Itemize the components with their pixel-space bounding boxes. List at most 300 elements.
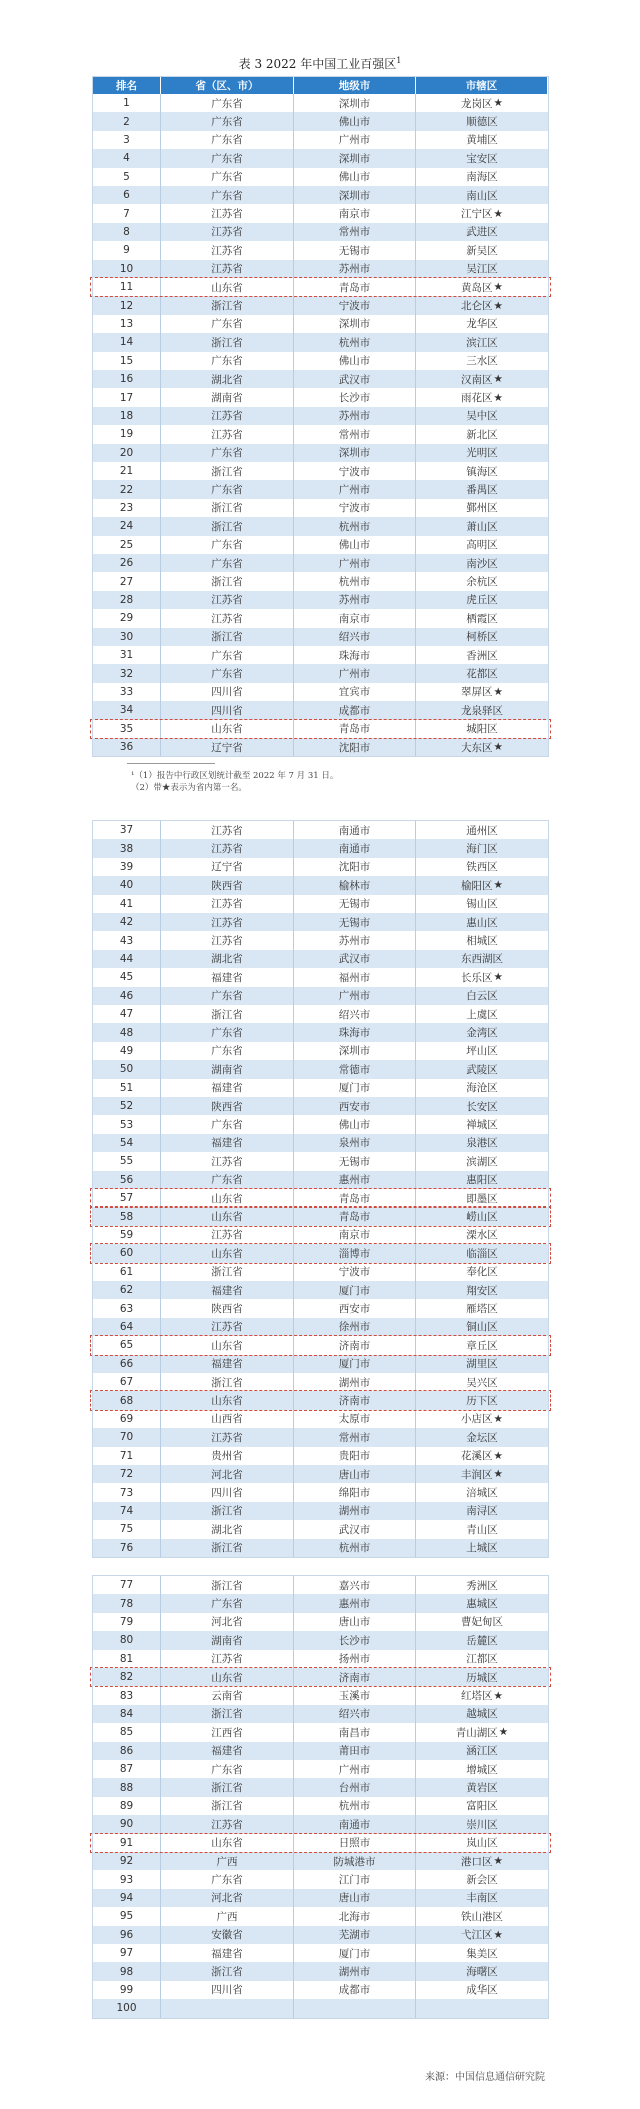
province-cell: 广东省 xyxy=(161,1594,294,1612)
table-row xyxy=(93,223,548,241)
table-row xyxy=(93,738,548,756)
rank-cell: 91 xyxy=(93,1834,161,1852)
province-cell: 江苏省 xyxy=(161,1152,294,1170)
district-cell xyxy=(416,425,548,443)
table-row xyxy=(93,1650,548,1668)
district-cell xyxy=(416,1889,548,1907)
rank-cell: 65 xyxy=(93,1336,161,1354)
province-cell: 广东省 xyxy=(161,94,294,112)
province-cell: 浙江省 xyxy=(161,1778,294,1796)
district-cell xyxy=(416,1705,548,1723)
district-name: 黄岛区 xyxy=(461,281,493,294)
district-cell xyxy=(416,1815,548,1833)
table-row xyxy=(93,876,548,894)
city-cell: 绍兴市 xyxy=(294,1005,416,1023)
star-icon: ★ xyxy=(493,373,503,386)
rank-cell: 50 xyxy=(93,1060,161,1078)
table-row xyxy=(93,260,548,278)
district-name: 海门区 xyxy=(466,843,498,856)
table-row xyxy=(93,1355,548,1373)
city-cell: 佛山市 xyxy=(294,1115,416,1133)
table-row xyxy=(93,895,548,913)
table-row xyxy=(93,821,548,839)
city-cell: 北海市 xyxy=(294,1907,416,1925)
rank-cell: 15 xyxy=(93,352,161,370)
province-cell: 辽宁省 xyxy=(161,738,294,756)
district-name: 丰润区 xyxy=(461,1468,493,1481)
district-cell xyxy=(416,480,548,498)
district-name: 雨花区 xyxy=(461,392,493,405)
district-name: 雁塔区 xyxy=(466,1303,498,1316)
province-cell: 山东省 xyxy=(161,1189,294,1207)
district-cell xyxy=(416,931,548,949)
district-cell xyxy=(416,1042,548,1060)
city-cell: 日照市 xyxy=(294,1834,416,1852)
city-cell: 唐山市 xyxy=(294,1613,416,1631)
city-cell: 南通市 xyxy=(294,1815,416,1833)
city-cell: 长沙市 xyxy=(294,1631,416,1649)
rank-cell: 32 xyxy=(93,664,161,682)
district-name: 曹妃甸区 xyxy=(461,1616,503,1629)
rank-cell: 33 xyxy=(93,683,161,701)
table-row xyxy=(93,1391,548,1409)
rank-cell: 21 xyxy=(93,462,161,480)
rank-cell: 47 xyxy=(93,1005,161,1023)
district-name: 富阳区 xyxy=(466,1800,498,1813)
district-cell xyxy=(416,1244,548,1262)
district-cell xyxy=(416,821,548,839)
district-name: 新会区 xyxy=(466,1874,498,1887)
province-cell: 广东省 xyxy=(161,1115,294,1133)
province-cell: 福建省 xyxy=(161,1355,294,1373)
table-row xyxy=(93,1318,548,1336)
district-name: 东西湖区 xyxy=(461,953,503,966)
rank-cell: 79 xyxy=(93,1613,161,1631)
city-cell: 贵阳市 xyxy=(294,1447,416,1465)
table-row xyxy=(93,1520,548,1538)
city-cell: 佛山市 xyxy=(294,352,416,370)
province-cell: 浙江省 xyxy=(161,1576,294,1594)
column-header: 地级市 xyxy=(294,77,416,94)
table-row xyxy=(93,1889,548,1907)
city-cell: 厦门市 xyxy=(294,1944,416,1962)
province-cell: 江苏省 xyxy=(161,839,294,857)
city-cell: 深圳市 xyxy=(294,1042,416,1060)
province-cell: 江苏省 xyxy=(161,821,294,839)
city-cell: 武汉市 xyxy=(294,950,416,968)
province-cell: 浙江省 xyxy=(161,499,294,517)
province-cell: 湖北省 xyxy=(161,370,294,388)
province-cell: 浙江省 xyxy=(161,462,294,480)
table-row xyxy=(93,1115,548,1133)
city-cell: 宁波市 xyxy=(294,462,416,480)
rank-cell: 89 xyxy=(93,1797,161,1815)
city-cell: 宜宾市 xyxy=(294,683,416,701)
table-row xyxy=(93,554,548,572)
rank-cell: 94 xyxy=(93,1889,161,1907)
district-cell xyxy=(416,241,548,259)
district-cell xyxy=(416,1926,548,1944)
table-row xyxy=(93,1907,548,1925)
rank-cell: 48 xyxy=(93,1023,161,1041)
province-cell: 广东省 xyxy=(161,168,294,186)
district-cell xyxy=(416,1594,548,1612)
city-cell: 常德市 xyxy=(294,1060,416,1078)
table-row xyxy=(93,517,548,535)
city-cell: 青岛市 xyxy=(294,1189,416,1207)
star-icon: ★ xyxy=(493,97,503,110)
rank-cell: 88 xyxy=(93,1778,161,1796)
rank-cell: 40 xyxy=(93,876,161,894)
district-cell xyxy=(416,913,548,931)
rank-cell: 63 xyxy=(93,1299,161,1317)
district-name: 武进区 xyxy=(466,226,498,239)
city-cell: 南京市 xyxy=(294,609,416,627)
city-cell: 台州市 xyxy=(294,1778,416,1796)
star-icon: ★ xyxy=(493,1449,503,1462)
district-cell xyxy=(416,1355,548,1373)
star-icon: ★ xyxy=(493,299,503,312)
district-cell xyxy=(416,1079,548,1097)
province-cell: 广东省 xyxy=(161,352,294,370)
rank-cell: 87 xyxy=(93,1760,161,1778)
province-cell: 陕西省 xyxy=(161,876,294,894)
city-cell: 深圳市 xyxy=(294,149,416,167)
table-row xyxy=(93,1281,548,1299)
table-title xyxy=(0,54,640,71)
city-cell: 广州市 xyxy=(294,131,416,149)
district-cell xyxy=(416,1410,548,1428)
rank-cell: 92 xyxy=(93,1852,161,1870)
city-cell: 苏州市 xyxy=(294,591,416,609)
city-cell: 嘉兴市 xyxy=(294,1576,416,1594)
district-cell xyxy=(416,1428,548,1446)
city-cell: 玉溪市 xyxy=(294,1686,416,1704)
table-row xyxy=(93,1483,548,1501)
district-cell xyxy=(416,1907,548,1925)
table-row xyxy=(93,1373,548,1391)
district-name: 光明区 xyxy=(466,447,498,460)
table-row xyxy=(93,1410,548,1428)
district-name: 涵江区 xyxy=(466,1745,498,1758)
city-cell: 常州市 xyxy=(294,1428,416,1446)
table-row xyxy=(93,1815,548,1833)
district-cell xyxy=(416,858,548,876)
table-row xyxy=(93,931,548,949)
table-row xyxy=(93,1834,548,1852)
city-cell: 佛山市 xyxy=(294,112,416,130)
rank-cell: 68 xyxy=(93,1391,161,1409)
table-row xyxy=(93,1594,548,1612)
table-row xyxy=(93,444,548,462)
city-cell: 深圳市 xyxy=(294,94,416,112)
province-cell: 湖南省 xyxy=(161,388,294,406)
district-name: 章丘区 xyxy=(466,1339,498,1352)
table-row xyxy=(93,1705,548,1723)
city-cell: 无锡市 xyxy=(294,241,416,259)
province-cell: 四川省 xyxy=(161,701,294,719)
district-cell xyxy=(416,444,548,462)
district-cell xyxy=(416,1207,548,1225)
city-cell: 长沙市 xyxy=(294,388,416,406)
source-note: 来源：中国信息通信研究院 xyxy=(425,2072,545,2083)
province-cell: 山东省 xyxy=(161,720,294,738)
district-name: 泉港区 xyxy=(466,1137,498,1150)
district-name: 鄞州区 xyxy=(466,502,498,515)
district-cell xyxy=(416,1778,548,1796)
star-icon: ★ xyxy=(493,1855,503,1868)
district-cell xyxy=(416,1852,548,1870)
district-name: 弋江区 xyxy=(461,1929,493,1942)
table-row xyxy=(93,388,548,406)
district-cell xyxy=(416,260,548,278)
district-name: 青山区 xyxy=(466,1523,498,1536)
rank-cell: 16 xyxy=(93,370,161,388)
rank-cell: 8 xyxy=(93,223,161,241)
district-name: 湖里区 xyxy=(466,1358,498,1371)
province-cell: 浙江省 xyxy=(161,1539,294,1557)
footnote-1: ¹（1）报告中行政区划统计截至 2022 年 7 月 31 日。 xyxy=(131,771,339,781)
city-cell: 苏州市 xyxy=(294,260,416,278)
province-cell: 浙江省 xyxy=(161,572,294,590)
district-cell xyxy=(416,204,548,222)
rank-cell: 64 xyxy=(93,1318,161,1336)
rank-cell: 45 xyxy=(93,968,161,986)
province-cell: 河北省 xyxy=(161,1613,294,1631)
rank-cell: 76 xyxy=(93,1539,161,1557)
district-name: 海沧区 xyxy=(466,1082,498,1095)
province-cell: 陕西省 xyxy=(161,1299,294,1317)
rank-cell: 1 xyxy=(93,94,161,112)
table-row xyxy=(93,296,548,314)
city-cell: 江门市 xyxy=(294,1870,416,1888)
rank-cell: 82 xyxy=(93,1668,161,1686)
city-cell: 杭州市 xyxy=(294,333,416,351)
district-cell xyxy=(416,407,548,425)
table-part-1 xyxy=(93,77,548,756)
table-row xyxy=(93,1944,548,1962)
district-cell xyxy=(416,1834,548,1852)
city-cell: 淄博市 xyxy=(294,1244,416,1262)
province-cell: 江苏省 xyxy=(161,1318,294,1336)
table-row xyxy=(93,1686,548,1704)
star-icon: ★ xyxy=(493,1412,503,1425)
table-row xyxy=(93,913,548,931)
district-name: 番禺区 xyxy=(466,484,498,497)
city-cell: 徐州市 xyxy=(294,1318,416,1336)
city-cell: 杭州市 xyxy=(294,572,416,590)
table-row xyxy=(93,572,548,590)
province-cell: 浙江省 xyxy=(161,1705,294,1723)
star-icon: ★ xyxy=(493,1928,503,1941)
district-cell xyxy=(416,1520,548,1538)
district-cell xyxy=(416,1686,548,1704)
rank-cell: 53 xyxy=(93,1115,161,1133)
city-cell: 南京市 xyxy=(294,204,416,222)
province-cell: 湖北省 xyxy=(161,950,294,968)
province-cell: 江苏省 xyxy=(161,241,294,259)
province-cell: 湖南省 xyxy=(161,1631,294,1649)
district-cell xyxy=(416,517,548,535)
city-cell: 湖州市 xyxy=(294,1962,416,1980)
table-row xyxy=(93,1870,548,1888)
table-row xyxy=(93,1134,548,1152)
rank-cell: 83 xyxy=(93,1686,161,1704)
rank-cell: 59 xyxy=(93,1226,161,1244)
city-cell: 莆田市 xyxy=(294,1742,416,1760)
city-cell: 南昌市 xyxy=(294,1723,416,1741)
district-name: 龙泉驿区 xyxy=(461,704,503,717)
table-row xyxy=(93,1152,548,1170)
table-row xyxy=(93,149,548,167)
rank-cell: 3 xyxy=(93,131,161,149)
rank-cell: 56 xyxy=(93,1171,161,1189)
province-cell: 四川省 xyxy=(161,683,294,701)
city-cell: 深圳市 xyxy=(294,444,416,462)
province-cell: 广西 xyxy=(161,1907,294,1925)
table-row xyxy=(93,858,548,876)
district-cell xyxy=(416,1263,548,1281)
rank-cell: 25 xyxy=(93,536,161,554)
city-cell: 广州市 xyxy=(294,480,416,498)
city-cell: 扬州市 xyxy=(294,1650,416,1668)
rank-cell: 78 xyxy=(93,1594,161,1612)
table-row xyxy=(93,1042,548,1060)
table-row xyxy=(93,1244,548,1262)
table-row xyxy=(93,425,548,443)
province-cell: 浙江省 xyxy=(161,1962,294,1980)
rank-cell: 42 xyxy=(93,913,161,931)
district-name: 增城区 xyxy=(466,1763,498,1776)
district-name: 武陵区 xyxy=(466,1063,498,1076)
province-cell: 浙江省 xyxy=(161,296,294,314)
district-cell xyxy=(416,1391,548,1409)
rank-cell: 54 xyxy=(93,1134,161,1152)
province-cell: 浙江省 xyxy=(161,1005,294,1023)
table-row xyxy=(93,839,548,857)
district-cell xyxy=(416,1962,548,1980)
district-name: 惠城区 xyxy=(466,1598,498,1611)
rank-cell: 99 xyxy=(93,1981,161,1999)
district-name: 新北区 xyxy=(466,428,498,441)
district-name: 花都区 xyxy=(466,668,498,681)
table-row xyxy=(93,1263,548,1281)
rank-cell: 66 xyxy=(93,1355,161,1373)
city-cell: 常州市 xyxy=(294,223,416,241)
district-name: 奉化区 xyxy=(466,1266,498,1279)
city-cell xyxy=(294,1999,416,2017)
district-cell xyxy=(416,131,548,149)
district-cell xyxy=(416,1631,548,1649)
table-row xyxy=(93,1668,548,1686)
table-row xyxy=(93,315,548,333)
rank-cell: 49 xyxy=(93,1042,161,1060)
rank-cell: 58 xyxy=(93,1207,161,1225)
district-name: 小店区 xyxy=(461,1413,493,1426)
district-cell xyxy=(416,388,548,406)
district-cell xyxy=(416,1760,548,1778)
rank-cell: 85 xyxy=(93,1723,161,1741)
province-cell: 广东省 xyxy=(161,1023,294,1041)
province-cell: 湖北省 xyxy=(161,1520,294,1538)
district-name: 上城区 xyxy=(466,1542,498,1555)
district-name: 南海区 xyxy=(466,171,498,184)
district-name: 镇海区 xyxy=(466,465,498,478)
city-cell: 泉州市 xyxy=(294,1134,416,1152)
province-cell: 山东省 xyxy=(161,278,294,296)
district-cell xyxy=(416,1668,548,1686)
table-row xyxy=(93,950,548,968)
district-cell xyxy=(416,950,548,968)
rank-cell: 37 xyxy=(93,821,161,839)
table-row xyxy=(93,352,548,370)
table-row xyxy=(93,186,548,204)
province-cell: 浙江省 xyxy=(161,333,294,351)
province-cell: 福建省 xyxy=(161,1281,294,1299)
district-name: 青山湖区 xyxy=(455,1726,498,1739)
table-row xyxy=(93,1336,548,1354)
city-cell: 杭州市 xyxy=(294,1539,416,1557)
district-name: 铜山区 xyxy=(466,1321,498,1334)
province-cell: 江苏省 xyxy=(161,223,294,241)
province-cell: 福建省 xyxy=(161,1079,294,1097)
district-name: 秀洲区 xyxy=(466,1579,498,1592)
table-row xyxy=(93,1999,548,2017)
district-cell xyxy=(416,223,548,241)
district-name: 滨湖区 xyxy=(466,1155,498,1168)
table-row xyxy=(93,1760,548,1778)
table-row xyxy=(93,278,548,296)
district-name: 长乐区 xyxy=(461,971,493,984)
province-cell: 广东省 xyxy=(161,664,294,682)
province-cell: 江苏省 xyxy=(161,1226,294,1244)
district-name: 锡山区 xyxy=(466,898,498,911)
province-cell: 云南省 xyxy=(161,1686,294,1704)
district-name: 榆阳区 xyxy=(461,879,493,892)
district-name: 惠山区 xyxy=(466,916,498,929)
province-cell: 广东省 xyxy=(161,1760,294,1778)
city-cell: 济南市 xyxy=(294,1391,416,1409)
rank-cell: 73 xyxy=(93,1483,161,1501)
district-cell xyxy=(416,499,548,517)
province-cell: 福建省 xyxy=(161,1944,294,1962)
rank-cell: 24 xyxy=(93,517,161,535)
rank-cell: 4 xyxy=(93,149,161,167)
province-cell: 福建省 xyxy=(161,968,294,986)
footnote-divider xyxy=(127,763,215,764)
district-cell xyxy=(416,1981,548,1999)
district-name: 柯桥区 xyxy=(466,631,498,644)
district-name: 三水区 xyxy=(466,355,498,368)
rank-cell: 98 xyxy=(93,1962,161,1980)
district-name: 吴兴区 xyxy=(466,1376,498,1389)
province-cell: 浙江省 xyxy=(161,1263,294,1281)
city-cell: 南通市 xyxy=(294,821,416,839)
rank-cell: 35 xyxy=(93,720,161,738)
column-header: 市辖区 xyxy=(416,77,548,94)
district-name: 余杭区 xyxy=(466,576,498,589)
city-cell: 太原市 xyxy=(294,1410,416,1428)
province-cell: 浙江省 xyxy=(161,1502,294,1520)
rank-cell: 90 xyxy=(93,1815,161,1833)
district-cell xyxy=(416,1318,548,1336)
table-row xyxy=(93,241,548,259)
district-cell xyxy=(416,1134,548,1152)
district-name: 龙华区 xyxy=(466,318,498,331)
rank-cell: 96 xyxy=(93,1926,161,1944)
city-cell: 杭州市 xyxy=(294,1797,416,1815)
district-cell xyxy=(416,1465,548,1483)
